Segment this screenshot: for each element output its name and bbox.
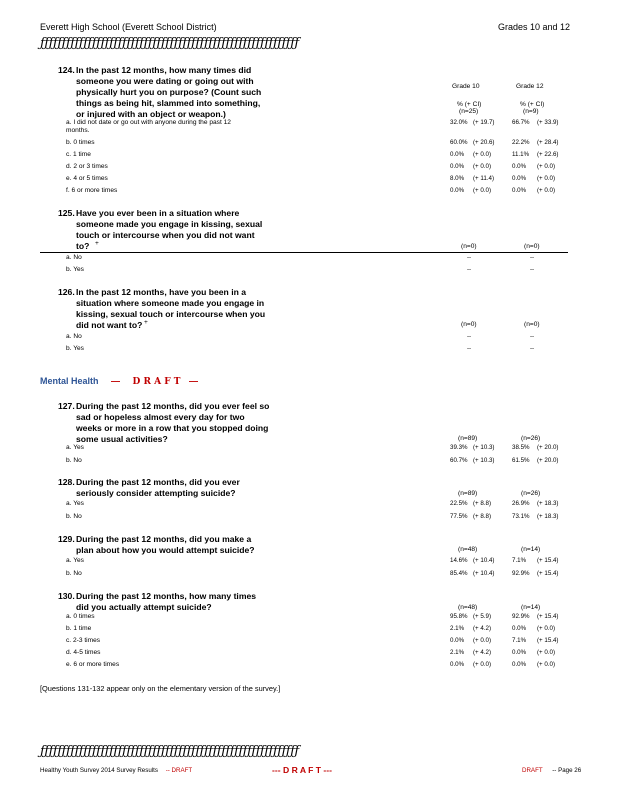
grade10-n: (n=89) [458,435,478,442]
grade12-value: 92.9% [512,570,530,577]
grade12-value: -- [530,345,535,352]
page-number: -- Page 26 [552,767,582,774]
grade12-ci: (+ 28.4) [537,139,559,146]
footer-draft-center: --- D R A F T --- [272,765,332,775]
question-text: to? [76,241,90,251]
question-text: someone you were dating or going out with [76,76,254,86]
option-label: e. 4 or 5 times [66,175,108,182]
grade12-value: 26.9% [512,500,530,507]
option-label: a. No [66,333,82,340]
grade12-ci: (+ 15.4) [537,557,559,564]
footer-survey-title: Healthy Youth Survey 2014 Survey Results [40,767,158,774]
grade12-value: 61.5% [512,457,530,464]
grades-label: Grades 10 and 12 [498,22,571,32]
grade12-n: (n=14) [521,546,541,553]
grade12-ci: (+ 22.6) [537,151,559,158]
question-text: Have you ever been in a situation where [76,208,240,218]
grade12-ci: (+ 0.0) [537,649,556,656]
section-name: Mental Health [40,376,99,386]
section-dash-2: — [188,376,198,386]
option-label: a. Yes [66,500,84,507]
grade10-ci: (+ 0.0) [473,661,492,668]
question-number: 124. [58,65,75,75]
footer-draft-left: -- DRAFT [165,767,193,774]
question-text: kissing, sexual touch or intercourse when you [76,309,266,319]
question-text: things as being hit, slammed into something, [76,98,261,108]
grade12-value: -- [530,254,535,261]
grade12-value: 0.0% [512,661,527,668]
grade12-pct-header: % (+ CI) [520,101,545,108]
question-number: 126. [58,287,75,297]
grade10-value: 39.3% [450,444,468,451]
grade12-ci: (+ 15.4) [537,613,559,620]
grade10-value: 32.0% [450,119,468,126]
grade12-value: 38.5% [512,444,530,451]
section-dash: — [111,376,121,386]
grade10-value: 8.0% [450,175,465,182]
grade10-ci: (+ 0.0) [473,151,492,158]
option-label: b. No [66,457,82,464]
option-label: b. No [66,513,82,520]
grade12-ci: (+ 0.0) [537,187,556,194]
grade12-n: (n=26) [521,490,541,497]
option-label-cont: months. [66,127,90,134]
grade10-ci: (+ 0.0) [473,163,492,170]
grade12-ci: (+ 15.4) [537,637,559,644]
survey-note: [Questions 131-132 appear only on the elementary version of the survey.] [40,684,281,693]
grade10-value: 14.6% [450,557,468,564]
option-label: b. 0 times [66,139,95,146]
question-text: In the past 12 months, have you been in a [76,287,247,297]
option-label: d. 4-5 times [66,649,101,656]
question-text: physically hurt you on purpose? (Count such [76,87,262,97]
grade12-ci: (+ 0.0) [537,163,556,170]
question-text: plan about how you would attempt suicide? [76,545,255,555]
question-text: weeks or more in a row that you stopped doing [76,423,269,433]
option-label: a. Yes [66,557,84,564]
grade12-value: 73.1% [512,513,530,520]
grade10-ci: (+ 0.0) [473,187,492,194]
question-number: 129. [58,534,75,544]
grade12-header: Grade 12 [516,83,544,90]
option-label: b. Yes [66,345,84,352]
grade10-value: 85.4% [450,570,468,577]
grade10-value: 2.1% [450,625,465,632]
grade12-ci: (+ 18.3) [537,500,559,507]
grade10-ci: (+ 4.2) [473,649,492,656]
section-title [40,376,198,387]
grade12-value: 22.2% [512,139,530,146]
grade10-value: 0.0% [450,187,465,194]
grade10-header: Grade 10 [452,83,480,90]
option-label: a. 0 times [66,613,95,620]
grade12-ci: (+ 20.0) [537,457,559,464]
question-text: During the past 12 months, did you make a [76,534,252,544]
grade10-ci: (+ 4.2) [473,625,492,632]
question-text: some usual activities? [76,434,168,444]
grade12-value: 7.1% [512,557,527,564]
grade12-value: 0.0% [512,625,527,632]
option-label: d. 2 or 3 times [66,163,108,170]
grade12-ci: (+ 0.0) [537,175,556,182]
footnote-mark: + [144,319,148,326]
grade12-ci: (+ 20.0) [537,444,559,451]
footer-decoration: ƒƒƒƒƒƒƒƒƒƒƒƒƒƒƒƒƒƒƒƒƒƒƒƒƒƒƒƒƒƒƒƒƒƒƒƒƒƒƒƒƒƒƒƒƒƒƒƒƒƒƒƒƒƒƒƒƒƒƒƒ [40,744,299,759]
grade12-n: (n=26) [521,435,541,442]
grade10-ci: (+ 10.3) [473,444,495,451]
question-number: 128. [58,477,75,487]
grade12-ci: (+ 0.0) [537,625,556,632]
section-draft: D R A F T [132,377,181,387]
option-label: b. No [66,570,82,577]
footer-left [40,767,192,774]
grade10-value: -- [467,266,472,273]
grade12-ci: (+ 33.9) [537,119,559,126]
grade12-value: -- [530,266,535,273]
grade10-value: 95.8% [450,613,468,620]
grade10-value: 60.0% [450,139,468,146]
question-text: did not want to? [76,320,143,330]
grade10-ci: (+ 0.0) [473,637,492,644]
question-text: or injured with an object or weapon.) [76,109,226,119]
grade10-value: -- [467,345,472,352]
grade12-n: (n=0) [524,321,540,328]
grade10-value: 0.0% [450,151,465,158]
school-name: Everett High School (Everett School District) [40,22,217,32]
grade10-n: (n=25) [459,108,479,115]
footnote-mark: + [95,240,99,247]
grade12-value: 0.0% [512,175,527,182]
grade12-ci: (+ 0.0) [537,661,556,668]
grade10-ci: (+ 20.6) [473,139,495,146]
grade10-value: -- [467,254,472,261]
grade12-value: 0.0% [512,649,527,656]
option-label: b. Yes [66,266,84,273]
grade10-ci: (+ 8.8) [473,500,492,507]
question-text: seriously consider attempting suicide? [76,488,236,498]
question-text: situation where someone made you engage in [76,298,265,308]
grade10-value: 60.7% [450,457,468,464]
grade10-n: (n=0) [461,243,477,250]
grade12-value: 92.9% [512,613,530,620]
question-number: 127. [58,401,75,411]
option-label: c. 1 time [66,151,91,158]
grade10-value: 2.1% [450,649,465,656]
grade10-value: 0.0% [450,661,465,668]
divider [40,252,568,253]
grade12-value: 11.1% [512,151,530,158]
grade10-n: (n=89) [458,490,478,497]
grade12-value: 0.0% [512,187,527,194]
question-text: In the past 12 months, how many times did [76,65,252,75]
grade10-ci: (+ 5.9) [473,613,492,620]
grade12-value: 0.0% [512,163,527,170]
grade10-value: -- [467,333,472,340]
grade12-ci: (+ 18.3) [537,513,559,520]
question-text: sad or hopeless almost every day for two [76,412,245,422]
grade10-value: 22.5% [450,500,468,507]
grade12-n: (n=0) [524,243,540,250]
grade12-n: (n=9) [523,108,539,115]
grade10-n: (n=48) [458,546,478,553]
question-text: During the past 12 months, how many times [76,591,257,601]
question-text: someone made you engage in kissing, sexual [76,219,263,229]
question-text: touch or intercourse when you did not want [76,230,255,240]
footer-draft-right: DRAFT [522,767,543,774]
option-label: a. No [66,254,82,261]
question-number: 130. [58,591,75,601]
question-number: 125. [58,208,75,218]
question-text: did you actually attempt suicide? [76,602,212,612]
grade10-n: (n=0) [461,321,477,328]
grade10-ci: (+ 10.4) [473,570,495,577]
footer-right [522,767,581,774]
option-label: a. I did not date or go out with anyone during the past 12 [66,119,231,126]
grade10-pct-header: % (+ CI) [457,101,482,108]
grade10-ci: (+ 8.8) [473,513,492,520]
grade10-value: 0.0% [450,163,465,170]
grade12-ci: (+ 15.4) [537,570,559,577]
grade12-value: 66.7% [512,119,530,126]
option-label: a. Yes [66,444,84,451]
grade12-value: -- [530,333,535,340]
question-text: During the past 12 months, did you ever feel so [76,401,270,411]
grade12-value: 7.1% [512,637,527,644]
grade10-ci: (+ 11.4) [473,175,495,182]
option-label: b. 1 time [66,625,92,632]
header-decoration: ƒƒƒƒƒƒƒƒƒƒƒƒƒƒƒƒƒƒƒƒƒƒƒƒƒƒƒƒƒƒƒƒƒƒƒƒƒƒƒƒƒƒƒƒƒƒƒƒƒƒƒƒƒƒƒƒƒƒƒƒ [40,36,299,51]
grade10-ci: (+ 10.4) [473,557,495,564]
grade12-n: (n=14) [521,604,541,611]
option-label: e. 6 or more times [66,661,120,668]
question-text: During the past 12 months, did you ever [76,477,240,487]
grade10-n: (n=48) [458,604,478,611]
option-label: f. 6 or more times [66,187,118,194]
grade10-value: 77.5% [450,513,468,520]
grade10-ci: (+ 19.7) [473,119,495,126]
option-label: c. 2-3 times [66,637,101,644]
grade10-ci: (+ 10.3) [473,457,495,464]
grade10-value: 0.0% [450,637,465,644]
